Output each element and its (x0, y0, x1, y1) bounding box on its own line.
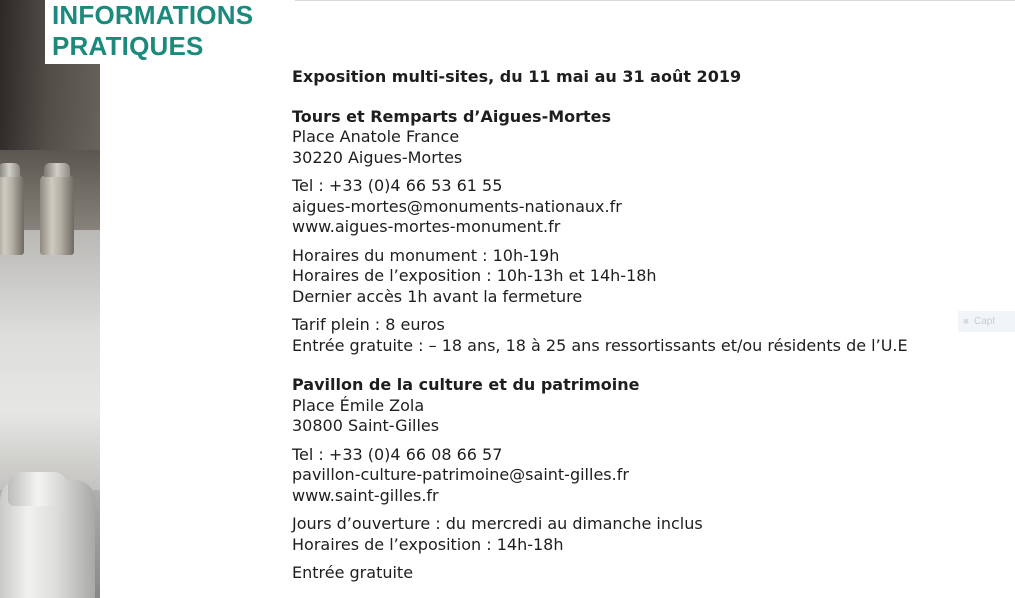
site2-address-line: Place Émile Zola (292, 395, 425, 415)
jar-stopper (8, 472, 68, 506)
site2-name: Pavillon de la culture et du patrimoine (292, 375, 640, 394)
site2-website-link[interactable]: www.saint-gilles.fr (292, 485, 439, 505)
large-jar-image (0, 480, 95, 598)
site2-hours-line: Jours d’ouverture : du mercredi au dimanche inclus (292, 514, 703, 533)
site1-website-link[interactable]: www.aigues-mortes-monument.fr (292, 217, 561, 236)
page-title (52, 0, 253, 62)
title-line-2: PRATIQUES (52, 31, 204, 61)
info-content (292, 67, 992, 584)
site2-price-line: Entrée gratuite (292, 563, 414, 582)
site1-hours-line: Horaires de l’exposition : 10h-13h et 14h-18h (292, 266, 657, 285)
site2-phone: Tel : +33 (0)4 66 08 66 57 (292, 444, 503, 464)
decorative-photo-strip (0, 0, 100, 598)
site2-hours-line: Horaires de l’exposition : 14h-18h (292, 534, 564, 554)
site2-email-link[interactable]: pavillon-culture-patrimoine@saint-gilles.fr (292, 465, 629, 484)
capture-label: Capt (974, 316, 996, 327)
site1-hours-line: Horaires du monument : 10h-19h (292, 245, 560, 265)
jar-cap (0, 163, 20, 177)
jar-image (40, 175, 74, 255)
jar-cap (44, 163, 70, 177)
site1-price-line: Tarif plein : 8 euros (292, 315, 445, 334)
site1-price-line: Entrée gratuite : – 18 ans, 18 à 25 ans ressortissants et/ou résidents de l’U.E (292, 335, 908, 355)
intro-text: Exposition multi-sites, du 11 mai au 31 août 2019 (292, 67, 742, 86)
site1-address-line: Place Anatole France (292, 127, 460, 146)
camera-icon: ■ (963, 316, 969, 326)
jar-image (0, 175, 24, 255)
photo-wall (0, 230, 100, 490)
site1-hours-line: Dernier accès 1h avant la fermeture (292, 286, 583, 306)
site1-phone: Tel : +33 (0)4 66 53 61 55 (292, 176, 503, 195)
site2-address-line: 30800 Saint-Gilles (292, 416, 440, 435)
capture-button[interactable] (958, 311, 1015, 332)
site1-name: Tours et Remparts d’Aigues-Mortes (292, 106, 612, 126)
site1-email-link[interactable]: aigues-mortes@monuments-nationaux.fr (292, 196, 622, 216)
title-line-1: INFORMATIONS (52, 0, 254, 30)
site1-address-line: 30220 Aigues-Mortes (292, 147, 463, 167)
